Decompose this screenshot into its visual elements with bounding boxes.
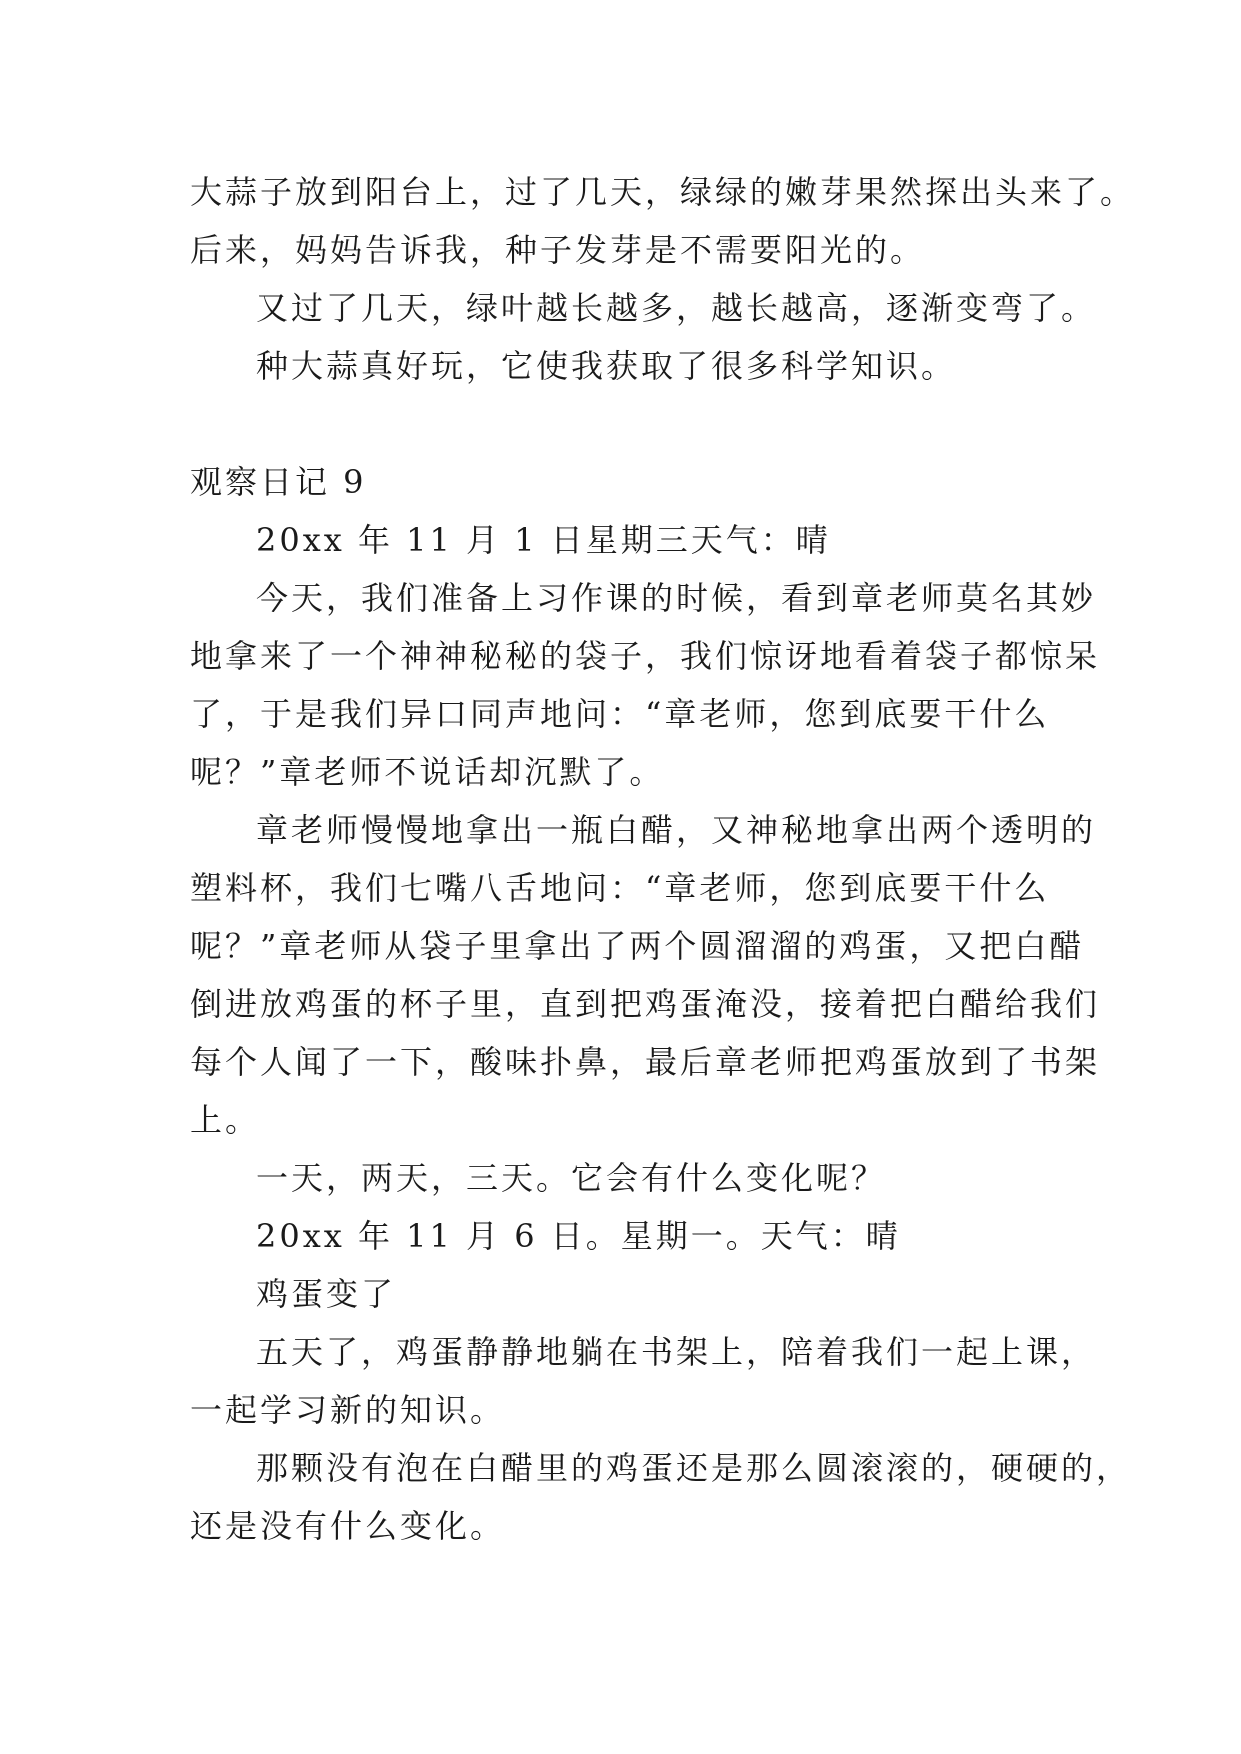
document-body	[190, 163, 1136, 1555]
date-line: 20xx 年 11 月 1 日星期三天气：晴	[256, 521, 831, 559]
text-line: 上。	[190, 1101, 261, 1139]
text-line: 一起学习新的知识。	[190, 1391, 506, 1429]
date-line: 20xx 年 11 月 6 日。星期一。天气：晴	[256, 1217, 901, 1255]
text-line: 后来，妈妈告诉我，种子发芽是不需要阳光的。	[190, 231, 926, 269]
text-line: 倒进放鸡蛋的杯子里，直到把鸡蛋淹没，接着把白醋给我们	[190, 985, 1101, 1023]
text-line: 每个人闻了一下，酸味扑鼻，最后章老师把鸡蛋放到了书架	[190, 1043, 1101, 1081]
paragraph-line: 又过了几天，绿叶越长越多，越长越高，逐渐变弯了。	[256, 289, 1097, 327]
paragraph-line: 章老师慢慢地拿出一瓶白醋，又神秘地拿出两个透明的	[256, 811, 1097, 849]
paragraph-line: 五天了，鸡蛋静静地躺在书架上，陪着我们一起上课，	[256, 1333, 1097, 1371]
text-line: 大蒜子放到阳台上，过了几天，绿绿的嫩芽果然探出头来了。	[190, 173, 1136, 211]
subheading: 鸡蛋变了	[256, 1275, 397, 1313]
blank-line	[190, 395, 1065, 453]
text-line: 塑料杯，我们七嘴八舌地问：“章老师，您到底要干什么	[190, 869, 1050, 907]
text-line: 呢？”章老师不说话却沉默了。	[190, 753, 665, 791]
paragraph-line: 一天，两天，三天。它会有什么变化呢？	[256, 1159, 887, 1197]
text-line: 呢？”章老师从袋子里拿出了两个圆溜溜的鸡蛋，又把白醋	[190, 927, 1085, 965]
section-title: 观察日记 9	[190, 463, 367, 501]
paragraph-line: 那颗没有泡在白醋里的鸡蛋还是那么圆滚滚的，硬硬的，	[256, 1449, 1132, 1487]
text-line: 了，于是我们异口同声地问：“章老师，您到底要干什么	[190, 695, 1050, 733]
paragraph-line: 种大蒜真好玩，它使我获取了很多科学知识。	[256, 347, 957, 385]
text-line: 地拿来了一个神神秘秘的袋子，我们惊讶地看着袋子都惊呆	[190, 637, 1101, 675]
paragraph-line: 今天，我们准备上习作课的时候，看到章老师莫名其妙	[256, 579, 1097, 617]
text-line: 还是没有什么变化。	[190, 1507, 506, 1545]
